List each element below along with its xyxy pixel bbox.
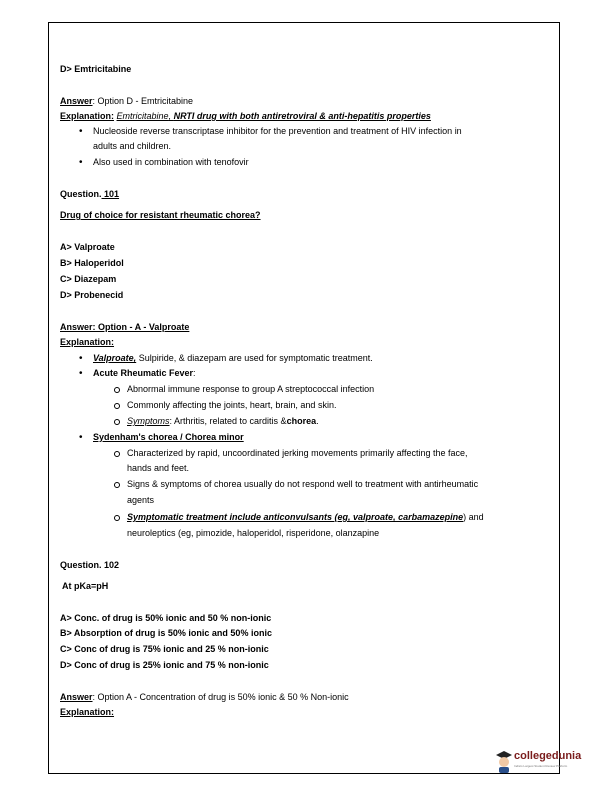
- q101-bullet3: Sydenham's chorea / Chorea minor: [93, 432, 244, 442]
- bullet-icon: [79, 367, 83, 380]
- q101-b2-sub3: Symptoms: Arthritis, related to carditis &chorea.: [127, 416, 319, 426]
- circle-bullet-icon: [114, 482, 120, 488]
- q101-b3-sub2-line1: Signs & symptoms of chorea usually do not respond well to treatment with antirheumatic: [127, 479, 479, 489]
- q101-explanation-label: Explanation:: [60, 337, 115, 347]
- q100-bullet1-line2: adults and children.: [93, 141, 172, 151]
- q100-answer: Answer: Option D - Emtricitabine: [60, 96, 194, 106]
- q101-b3-sub3-line2: neuroleptics (eg, pimozide, haloperidol, risperidone, olanzapine: [127, 528, 380, 538]
- logo-text: collegedunia: [514, 750, 582, 762]
- q102-option-c: C> Conc of drug is 75% ionic and 25 % non-ionic: [60, 644, 269, 654]
- q101-answer: Answer: Option - A - Valproate: [60, 322, 190, 332]
- q102-explanation-label: Explanation:: [60, 707, 115, 717]
- q101-option-c: C> Diazepam: [60, 274, 117, 284]
- q100-explanation: Explanation: Emtricitabine, NRTI drug with both antiretroviral & anti-hepatitis properties: [60, 111, 431, 121]
- circle-bullet-icon: [114, 451, 120, 457]
- q101-b2-sub2: Commonly affecting the joints, heart, brain, and skin.: [127, 400, 337, 410]
- q101-b3-sub1-line2: hands and feet.: [127, 463, 190, 473]
- logo-tagline: India's Largest Student Review Platform: [514, 764, 568, 768]
- circle-bullet-icon: [114, 515, 120, 521]
- bullet-icon: [79, 156, 83, 169]
- q101-option-a: A> Valproate: [60, 242, 115, 252]
- q100-option-d: D> Emtricitabine: [60, 64, 132, 74]
- circle-bullet-icon: [114, 387, 120, 393]
- circle-bullet-icon: [114, 419, 120, 425]
- q102-heading: Question. 102: [60, 560, 120, 570]
- q100-bullet1-line1: Nucleoside reverse transcriptase inhibitor for the prevention and treatment of HIV infection in: [93, 126, 462, 136]
- q101-b3-sub1-line1: Characterized by rapid, uncoordinated jerking movements primarily affecting the face,: [127, 448, 468, 458]
- q102-option-b: B> Absorption of drug is 50% ionic and 50% ionic: [60, 628, 272, 638]
- collegedunia-logo: [494, 748, 582, 776]
- q102-answer: Answer: Option A - Concentration of drug is 50% ionic & 50 % Non-ionic: [60, 692, 349, 702]
- q101-heading: Question. 101: [60, 189, 120, 199]
- q101-b2-sub1: Abnormal immune response to group A streptococcal infection: [127, 384, 375, 394]
- q101-question: Drug of choice for resistant rheumatic chorea?: [60, 210, 261, 220]
- bullet-icon: [79, 125, 83, 138]
- q101-option-b: B> Haloperidol: [60, 258, 124, 268]
- q101-bullet2: Acute Rheumatic Fever:: [93, 368, 196, 378]
- q101-b3-sub2-line2: agents: [127, 495, 155, 505]
- circle-bullet-icon: [114, 403, 120, 409]
- q100-bullet2: Also used in combination with tenofovir: [93, 157, 249, 167]
- bullet-icon: [79, 352, 83, 365]
- q102-option-a: A> Conc. of drug is 50% ionic and 50 % non-ionic: [60, 613, 272, 623]
- q101-bullet1: Valproate, Sulpiride, & diazepam are used for symptomatic treatment.: [93, 353, 373, 363]
- bullet-icon: [79, 431, 83, 444]
- q102-question: At pKa=pH: [62, 581, 109, 591]
- q101-b3-sub3-line1: Symptomatic treatment include anticonvulsants (eg, valproate, carbamazepine) and: [127, 512, 484, 522]
- q102-option-d: D> Conc of drug is 25% ionic and 75 % non-ionic: [60, 660, 269, 670]
- q101-option-d: D> Probenecid: [60, 290, 124, 300]
- mascot-icon: [494, 748, 514, 774]
